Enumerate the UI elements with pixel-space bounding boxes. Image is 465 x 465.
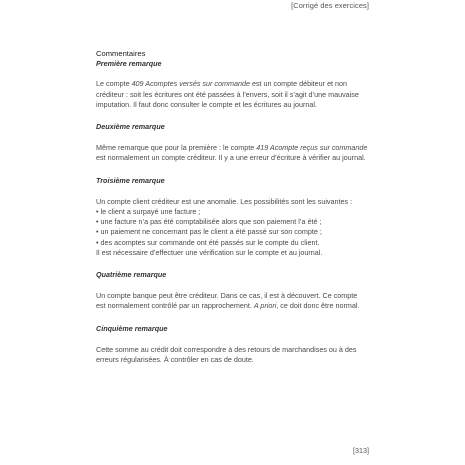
remark-4-paragraph xyxy=(96,291,368,311)
remark-3-heading: Troisième remarque xyxy=(96,175,165,185)
remark-4-heading: Quatrième remarque xyxy=(96,270,167,280)
remark-1-account-name: 409 Acomptes versés sur commande xyxy=(131,79,250,89)
running-header: [Corrigé des exercices] xyxy=(291,1,369,10)
remark-2-text-b: est normalement un compte créditeur. Il y a une erreur d’écriture à vérifier au journal. xyxy=(96,153,366,163)
remark-2-text-a: Même remarque que pour la première : le compte xyxy=(96,143,257,153)
list-item: • une facture n’a pas été comptabilisée alors que son paiement l’a été ; xyxy=(96,217,368,227)
remark-1-text-b: est un compte débiteur et non créditeur : soit les écritures ont été passées à l’envers, soit il s’agit d’une mauvaise imputation. Il faut donc consulter le compte et les écritures au journal. xyxy=(96,79,359,109)
remark-2-heading: Deuxième remarque xyxy=(96,122,165,132)
list-item: • des acomptes sur commande ont été passés sur le compte du client. xyxy=(96,238,368,248)
remark-4-latin-phrase: A priori xyxy=(253,301,277,311)
remark-5-paragraph: Cette somme au crédit doit correspondre à des retours de marchandises ou à des erreurs régularisées. À contrôler en cas de doute. xyxy=(96,344,357,365)
remark-2-paragraph xyxy=(96,143,368,163)
remark-1-paragraph xyxy=(96,79,368,110)
remark-1-text-a: Le compte xyxy=(96,79,132,89)
page-number: [313] xyxy=(353,446,369,455)
remark-4-text-a: Un compte banque peut être créditeur. Dans ce cas, il est à découvert. Ce compte est normalement contrôlé par un rapprochement. xyxy=(96,291,358,311)
remark-3-outro: Il est nécessaire d’effectuer une vérification sur le compte et au journal. xyxy=(96,247,323,257)
page-content xyxy=(96,49,368,377)
section-title: Commentaires xyxy=(96,49,146,58)
remark-1-heading: Première remarque xyxy=(96,59,162,69)
remark-5-heading: Cinquième remarque xyxy=(96,323,168,333)
list-item: • le client a surpayé une facture ; xyxy=(96,207,368,217)
remark-2-account-name: 419 Acompte reçus sur commande xyxy=(256,143,368,153)
remark-3-intro: Un compte client créditeur est une anomalie. Les possibilités sont les suivantes : xyxy=(96,196,353,206)
list-item: • un paiement ne concernant pas le client a été passé sur son compte ; xyxy=(96,227,368,237)
remark-4-text-b: , ce doit donc être normal. xyxy=(276,301,360,311)
remark-3-list xyxy=(96,207,368,248)
